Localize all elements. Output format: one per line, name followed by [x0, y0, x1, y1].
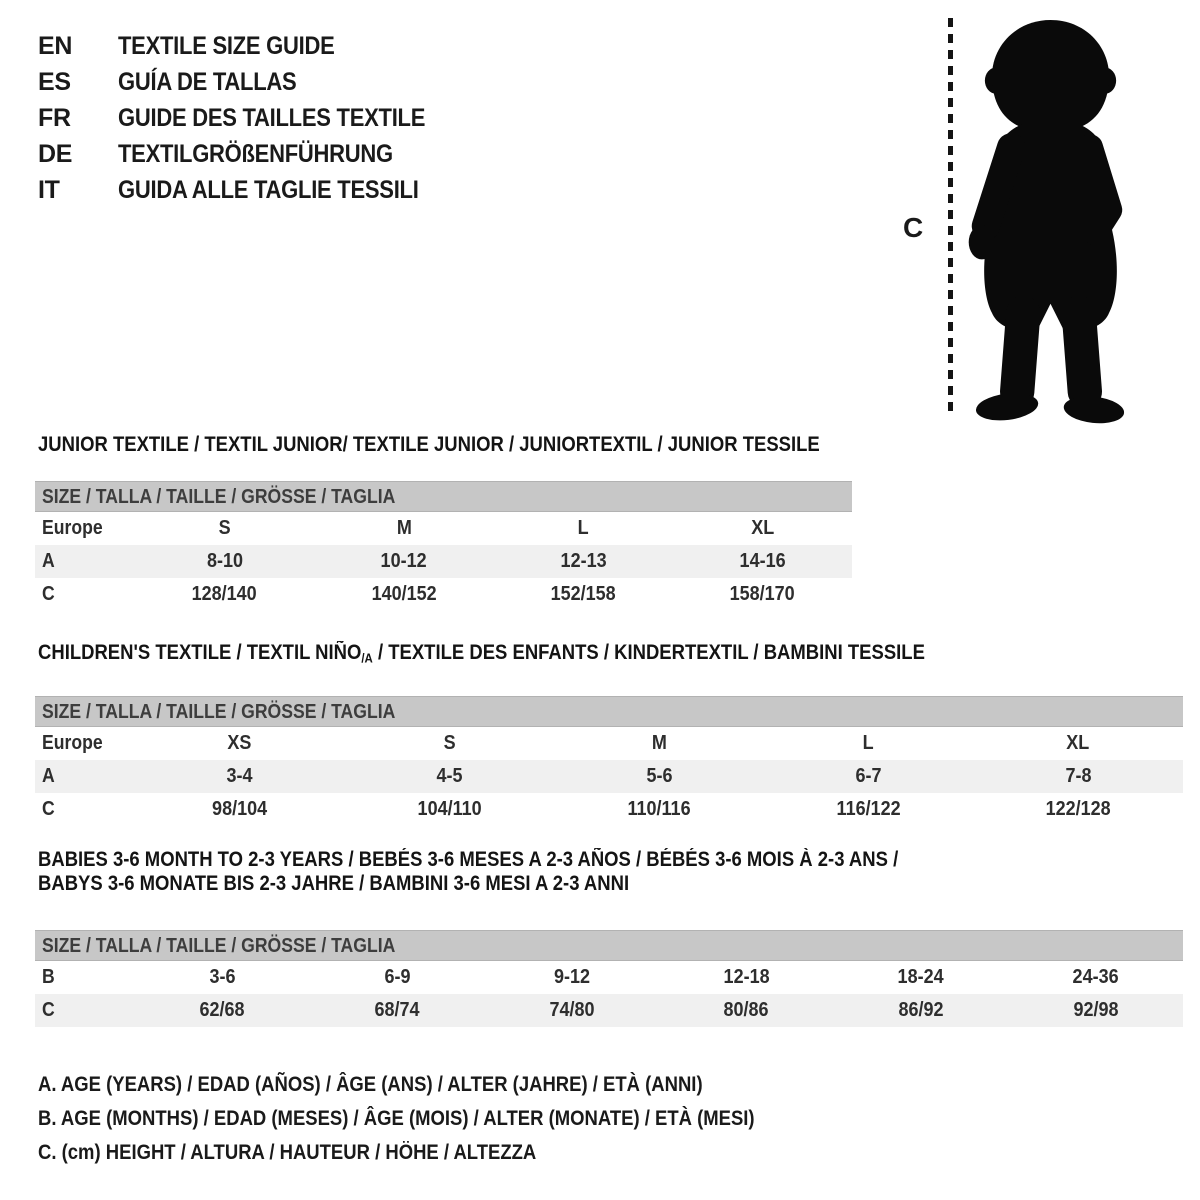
age-months-cell: 12-18 — [723, 966, 770, 988]
babies-section-title: BABIES 3-6 MONTH TO 2-3 YEARS / BEBÉS 3-6 MESES A 2-3 AÑOS / BÉBÉS 3-6 MOIS À 2-3 ANS / BABYS 3-6 MONATE BIS 2-3 JAHRE / BAMBINI 3-6 MESI A 2-3 ANNI — [38, 848, 899, 895]
height-cell: 104/110 — [417, 798, 482, 821]
babies-size-header-bar: SIZE / TALLA / TAILLE / GRÖSSE / TAGLIA — [35, 930, 1183, 961]
age-months-cell: 18-24 — [897, 966, 945, 988]
row-label: C — [42, 798, 55, 821]
language-row-de — [38, 136, 467, 172]
babies-textile-section — [35, 848, 1183, 1027]
table-row — [35, 961, 1183, 994]
size-cell: XS — [227, 732, 252, 755]
page-title: GUÍA DE TALLAS — [118, 68, 297, 96]
nino-a-subscript: /A — [361, 650, 373, 666]
page-title: TEXTILGRÖßENFÜHRUNG — [118, 140, 393, 168]
table-row — [35, 545, 852, 578]
age-cell: 4-5 — [436, 765, 463, 788]
row-label: A — [42, 550, 55, 572]
language-code: FR — [38, 104, 71, 132]
height-cell: 98/104 — [212, 798, 268, 821]
language-row-fr — [38, 100, 467, 136]
height-cell: 122/128 — [1045, 798, 1111, 821]
table-row — [35, 994, 1183, 1027]
age-cell: 10-12 — [380, 550, 427, 572]
height-cell: 92/98 — [1073, 999, 1119, 1021]
language-code: EN — [38, 32, 73, 60]
height-cell: 80/86 — [723, 999, 769, 1021]
size-cell: M — [651, 732, 667, 755]
size-cell: XL — [750, 517, 774, 539]
size-cell: S — [443, 732, 456, 755]
row-label: B — [42, 966, 55, 988]
row-label: C — [42, 999, 55, 1021]
table-row — [35, 760, 1183, 793]
language-code: ES — [38, 68, 71, 96]
age-cell: 3-4 — [226, 765, 253, 788]
height-cell: 74/80 — [549, 999, 595, 1021]
height-measure-dashed-line — [948, 18, 953, 418]
row-label: Europe — [42, 517, 103, 539]
age-months-cell: 24-36 — [1072, 966, 1119, 988]
row-label: Europe — [42, 732, 103, 755]
page-title: GUIDA ALLE TAGLIE TESSILI — [118, 176, 419, 204]
language-row-en — [38, 28, 467, 64]
children-textile-section — [35, 641, 1183, 826]
children-section-title: CHILDREN'S TEXTILE / TEXTIL $NIÑO_{/A}$ / TEXTILE DES ENFANTS / KINDERTEXTIL / BAMBINI TESSILE — [38, 641, 925, 666]
size-cell: M — [396, 517, 412, 539]
junior-section-title: JUNIOR TEXTILE / TEXTIL JUNIOR/ TEXTILE JUNIOR / JUNIORTEXTIL / JUNIOR TESSILE — [38, 433, 820, 456]
height-measure-label: C — [903, 212, 924, 243]
language-row-es — [38, 64, 467, 100]
height-cell: 68/74 — [374, 999, 420, 1021]
size-cell: XL — [1066, 732, 1090, 755]
age-cell: 5-6 — [645, 765, 672, 788]
junior-size-header-bar: SIZE / TALLA / TAILLE / GRÖSSE / TAGLIA — [35, 481, 852, 512]
note-b-age-months: B. AGE (MONTHS) / EDAD (MESES) / ÂGE (MOIS) / ALTER (MONATE) / ETÀ (MESI) — [38, 1107, 755, 1130]
height-cell: 152/158 — [550, 583, 616, 605]
age-cell: 7-8 — [1065, 765, 1092, 788]
toddler-silhouette-icon — [960, 14, 1140, 428]
children-size-header-bar: SIZE / TALLA / TAILLE / GRÖSSE / TAGLIA — [35, 696, 1183, 727]
table-row — [35, 727, 1183, 760]
age-cell: 6-7 — [855, 765, 882, 788]
page-title: TEXTILE SIZE GUIDE — [118, 32, 335, 60]
language-row-it — [38, 172, 467, 208]
height-cell: 116/122 — [836, 798, 901, 821]
table-row — [35, 793, 1183, 826]
language-title-list — [38, 28, 467, 208]
note-c-height-cm: C. (cm) HEIGHT / ALTURA / HAUTEUR / HÖHE / ALTEZZA — [38, 1141, 537, 1164]
age-months-cell: 6-9 — [383, 966, 410, 988]
age-months-cell: 3-6 — [209, 966, 236, 988]
size-cell: S — [218, 517, 231, 539]
height-cell: 128/140 — [192, 583, 258, 605]
height-cell: 140/152 — [371, 583, 437, 605]
table-row — [35, 578, 852, 611]
age-cell: 8-10 — [206, 550, 243, 572]
page-title: GUIDE DES TAILLES TEXTILE — [118, 104, 426, 132]
junior-textile-section — [35, 433, 852, 611]
height-cell: 158/170 — [729, 583, 795, 605]
table-row — [35, 512, 852, 545]
language-code: IT — [38, 176, 60, 204]
row-label: A — [42, 765, 55, 788]
height-cell: 62/68 — [199, 999, 245, 1021]
note-a-age-years: A. AGE (YEARS) / EDAD (AÑOS) / ÂGE (ANS) / ALTER (JAHRE) / ETÀ (ANNI) — [38, 1073, 703, 1096]
language-code: DE — [38, 140, 73, 168]
legend-notes — [38, 1068, 852, 1170]
height-cell: 86/92 — [898, 999, 944, 1021]
size-cell: L — [863, 732, 875, 755]
height-cell: 110/116 — [627, 798, 691, 821]
age-months-cell: 9-12 — [553, 966, 590, 988]
age-cell: 14-16 — [739, 550, 786, 572]
row-label: C — [42, 583, 55, 605]
age-cell: 12-13 — [560, 550, 607, 572]
size-cell: L — [577, 517, 589, 539]
